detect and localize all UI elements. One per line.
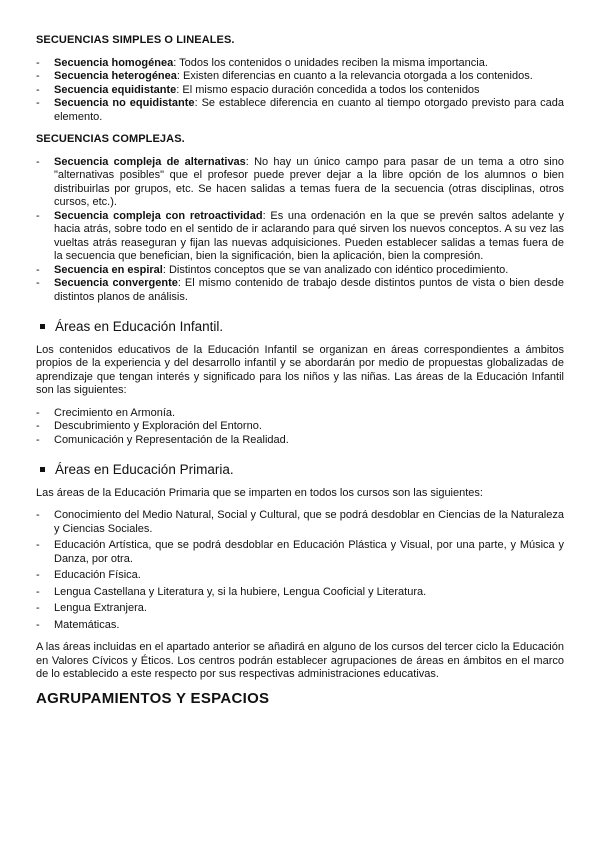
list-item — [36, 407, 564, 421]
list-item — [36, 277, 564, 304]
dash-marker: - — [36, 56, 40, 69]
list-secuencias-simples — [36, 57, 564, 125]
definition: : Todos los contenidos o unidades reciben la misma importancia. — [173, 56, 488, 69]
list-item — [36, 70, 564, 84]
term: Secuencia no equidistante — [54, 97, 195, 109]
dash-marker: - — [36, 97, 40, 109]
list-item-text: Matemáticas. — [54, 618, 120, 631]
term: Secuencia convergente — [54, 277, 178, 289]
dash-marker: - — [36, 209, 40, 222]
dash-marker: - — [36, 155, 40, 168]
list-item-text: Lengua Castellana y Literatura y, si la hubiere, Lengua Cooficial y Literatura. — [54, 585, 427, 598]
square-bullet-icon — [40, 467, 45, 472]
heading-areas-primaria — [36, 463, 564, 477]
list-item — [36, 264, 564, 278]
dash-marker: - — [36, 433, 40, 446]
dash-marker: - — [36, 569, 40, 581]
dash-marker: - — [36, 585, 40, 598]
dash-marker: - — [36, 539, 40, 551]
term: Secuencia en espiral — [54, 263, 163, 276]
dash-marker: - — [36, 618, 40, 631]
list-item — [36, 434, 564, 448]
term: Secuencia equidistante — [54, 83, 177, 96]
list-secuencias-complejas — [36, 156, 564, 305]
list-item — [36, 509, 564, 536]
dash-marker: - — [36, 406, 40, 419]
list-item — [36, 97, 564, 124]
definition: : No hay un único campo para pasar de un tema a otro sino "alternativas posibles" que el profesor puede prever dejar a la libre opción de los alumnos o bien distribuirlas por grupos, etc. Se hacen salidas a temas fuera de la secuencia (otras disciplinas, otros cursos, etc.). — [54, 155, 564, 208]
paragraph-primaria-outro: A las áreas incluidas en el apartado anterior se añadirá en alguno de los cursos del tercer ciclo la Educación en Valores Cívicos y Éticos. Los centros podrán establecer agrupaciones de áreas en ámbitos en el marco de lo establecido a este respecto por sus respectivas administraciones educativas. — [36, 641, 564, 680]
list-item-text: Lengua Extranjera. — [54, 602, 147, 614]
dash-marker: - — [36, 509, 40, 521]
list-item-text: Educación Física. — [54, 569, 141, 581]
list-item — [36, 586, 564, 600]
list-item — [36, 420, 564, 434]
list-item-text: Conocimiento del Medio Natural, Social y Cultural, que se podrá desdoblar en Ciencias de la Naturaleza y Ciencias Sociales. — [54, 509, 564, 535]
list-item-text: Crecimiento en Armonía. — [54, 406, 176, 419]
list-item — [36, 619, 564, 633]
section-title-text: Áreas en Educación Primaria. — [55, 462, 234, 477]
dash-marker: - — [36, 83, 40, 96]
term: Secuencia homogénea — [54, 56, 174, 69]
definition: : El mismo espacio duración concedida a todos los contenidos — [176, 83, 480, 96]
definition: : Se establece diferencia en cuanto al tiempo otorgado previsto para cada elemento. — [54, 97, 565, 123]
list-item — [36, 602, 564, 616]
dash-marker: - — [36, 263, 40, 276]
section-title-text: Áreas en Educación Infantil. — [55, 319, 224, 334]
dash-marker: - — [36, 70, 40, 82]
list-item — [36, 569, 564, 583]
heading-secuencias-complejas: SECUENCIAS COMPLEJAS. — [36, 133, 185, 145]
list-item-text: Comunicación y Representación de la Realidad. — [54, 433, 289, 446]
dash-marker: - — [36, 602, 40, 614]
term: Secuencia heterogénea — [54, 70, 177, 82]
square-bullet-icon — [40, 324, 45, 329]
paragraph-infantil-intro: Los contenidos educativos de la Educación Infantil se organizan en áreas correspondientes a ámbitos propios de la experiencia y del desarrollo infantil y se abordarán por medio de propuestas globalizadas de aprendizaje que tengan interés y significado para los niños y las niñas. Las áreas de la Educación Infantil son las siguientes: — [36, 343, 564, 396]
list-item-text: Educación Artística, que se podrá desdoblar en Educación Plástica y Visual, por una parte, y Música y Danza, por otra. — [54, 539, 564, 565]
term: Secuencia compleja de alternativas — [54, 155, 246, 168]
dash-marker: - — [36, 277, 40, 289]
definition: : Existen diferencias en cuanto a la relevancia otorgada a los contenidos. — [176, 70, 533, 82]
dash-marker: - — [36, 420, 40, 432]
paragraph-primaria-intro: Las áreas de la Educación Primaria que se imparten en todos los cursos son las siguientes: — [36, 486, 483, 499]
heading-areas-infantil — [36, 320, 564, 334]
heading-agrupamientos: AGRUPAMIENTOS Y ESPACIOS — [36, 689, 270, 707]
heading-secuencias-simples: SECUENCIAS SIMPLES O LINEALES. — [36, 34, 235, 46]
list-item — [36, 84, 564, 98]
list-item — [36, 156, 564, 210]
list-item — [36, 539, 564, 566]
list-item — [36, 210, 564, 264]
definition: : Distintos conceptos que se van analizado con idéntico procedimiento. — [162, 263, 509, 276]
list-item-text: Descubrimiento y Exploración del Entorno. — [54, 420, 262, 432]
term: Secuencia compleja con retroactividad — [54, 209, 263, 222]
list-areas-primaria — [36, 509, 564, 632]
list-areas-infantil — [36, 407, 564, 448]
definition: : El mismo contenido de trabajo desde distintos puntos de vista o bien desde distintos planos de análisis. — [54, 277, 564, 303]
list-item — [36, 57, 564, 71]
definition: : Es una ordenación en la que se prevén saltos adelante y hacia atrás, sobre todo en el sentido de ir aclarando para qué sirven los nuevos conceptos. A su vez las vueltas atrás reaseguran y fijan las nuevas adquisiciones. Pueden establecer salidas a temas fuera de la secuencia que benefician, bien la significación, bien la aplicación, bien la compresión. — [54, 209, 565, 262]
